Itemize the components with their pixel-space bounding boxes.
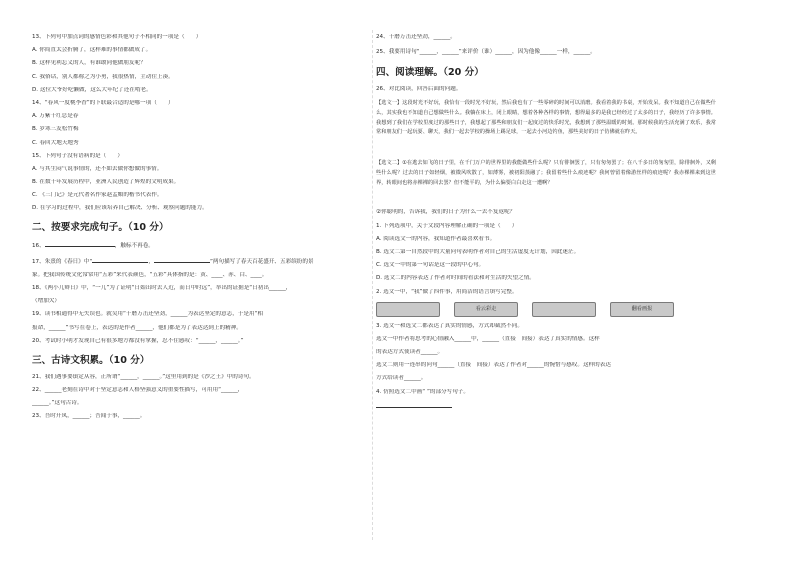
q14-stem: 14、“春风一度桃李香”的下联最合适的是哪一项（ ） [32, 99, 174, 106]
section-3-title: 三、古诗文积累。（10 分） [32, 354, 150, 366]
reading-q3-line-5: 方式给读者______。 [376, 375, 427, 382]
q15-option-d: D. 在学习的过程中，我们应该培养自己解决、分析、观察问题的能力。 [32, 205, 208, 212]
reading-q3-line-2: 选文一中作者将思考的心情融入______中，______（直接 间接）表达了真实的情感。这样 [376, 335, 600, 342]
reading-q1-stem: 1. 下列选项中，关于文段内容理解正确的一项是（ ） [376, 222, 518, 229]
q14-option-a: A. 万紫千红总是春 [32, 113, 79, 120]
reading-q2-stem: 2. 选文一中，“我”做了四件事，用简洁的语言填写完整。 [376, 288, 518, 295]
event-panel-4: 翻看画报 [610, 302, 674, 317]
column-divider [372, 30, 373, 540]
q16 [32, 241, 370, 250]
reading-q3-line-4: 选文二则用一连串的问句______（直接 间接）表达了作者对______的惋惜与感叹。这样的表达 [376, 362, 611, 369]
event-panels [376, 302, 716, 317]
q18-note: （增加欠） [32, 298, 60, 305]
passage-2: 【选文二】①在逃去如飞的日子里，在千门万户的世界里的我能做些什么呢？只有徘徊罢了，只有匆匆罢了；在八千多日的匆匆里，除徘徊外，又剩些什么呢？过去的日子如轻烟，被微风吹散了，如薄雾，被初阳蒸融了；我留着些什么痕迹呢？我何曾留着像游丝样的痕迹呢？我赤裸裸来到这世界，转眼间也将赤裸裸的回去罢？但不能平的，为什么偏要白白走这一遭啊？ [376, 160, 716, 186]
event-panel-2: 看云彩走 [454, 302, 518, 317]
q14-option-b: B. 岁寒三友松竹梅 [32, 126, 79, 133]
q17-blank-2[interactable] [154, 257, 210, 263]
q17-blank-1[interactable] [92, 257, 148, 263]
q16-blank[interactable] [45, 241, 115, 247]
q15-option-c: C. 《三门记》是元代著名作家赵孟頫的楷书代表作。 [32, 192, 163, 199]
q14-option-c: C. 春回大地天地秀 [32, 139, 79, 146]
q15-stem: 15、下列句子没有语病的是（ ） [32, 152, 124, 159]
reading-q4-blank[interactable] [376, 402, 452, 408]
reading-q1-option-a: A. 阅读选文一的内容，我知道作者最喜欢看书。 [376, 235, 496, 242]
q16-tail: ，触标不再卷。 [114, 243, 154, 250]
q15-option-b: B. 在数千年发展历程中，亚洲人民创造了辉煌的文明成果。 [32, 179, 180, 186]
reading-q4-stem: 4. 仿照选文二中画“ ”的部分写句子。 [376, 388, 470, 395]
q22-line-1: 22、______老刻在诗中对于坚定意志和人格坚强意义的重要性描写，可用用“______， [32, 386, 244, 393]
q13-option-d: D. 这位大爷好吃懒做，这么大年纪了还在啃老。 [32, 86, 152, 93]
q13-stem: 13、下列句中加点词的感情色彩和其他句子不相同的一项是（ ） [32, 34, 202, 40]
q17-tail: ”两句描写了春天百花盛开、五彩缤纷的景 [209, 258, 314, 265]
event-panel-3[interactable] [532, 302, 596, 317]
q17-comma: ， [148, 258, 154, 265]
reading-q1-option-b: B. 选文二第一自然段中的大量问句表明作者对自己的生活虚度无计划，因此迷茫。 [376, 248, 580, 255]
q22-line-2: ______。”这句古诗。 [32, 400, 83, 407]
event-panel-1[interactable] [376, 302, 440, 317]
q24: 24、千磨万击还坚劲，______。 [376, 34, 456, 40]
q13-option-a: A. 你简直太会折腾了，这样难的事情都做成了。 [32, 47, 152, 54]
q15-option-a: A. 与其生闷气说事情的，还不如去做你想做的事情。 [32, 165, 163, 172]
reading-q1-option-c: C. 选文一中的第一句话是这一段的中心句。 [376, 262, 485, 269]
q13-option-c: C. 我俗话，别人都称之为小勇，我很热情，主动往上凑。 [32, 73, 174, 80]
section-2-title: 二、按要求完成句子。（10 分） [32, 222, 169, 234]
q19: 19、读书相通得中无失误也。就吴用“千磨万击还坚劲，______为表达坚定的意志，于是用“相 [32, 311, 264, 318]
passage-1: 【选文一】这段时光不好玩，我恰有一段时光不好玩，然后我也有了一些零碎的时间可以消磨。我看着我的书桌，开始发呆。我不知道自己在做些什么，其实我也不知道自己想做些什么。我躺在床上，闭上眼睛，想着各种各样的事情，想得最多的是我已经经过了太多的日子，我经历了许多事情。我想到了我们在学校里度过的那些日子，我想起了那些和朋友们一起度过的快乐时光，我想到了那些温暖的时刻。那时候我的生活充满了欢乐，我常常和朋友们一起玩耍、聊天，我们一起去学校的操场上踢足球，一起去小河边钓鱼，那些美好的日子仿佛就在昨天。 [376, 100, 716, 136]
left-column [32, 34, 370, 427]
reading-q4-answer-line[interactable] [376, 402, 716, 411]
q18: 18、《两小儿辩日》中，“一儿”为了证明“日始出时去人近，而日中时远”，举出的证据是“日初出______， [32, 285, 292, 291]
q25: 25、我要用诗句“______，______”来评价（谁）______，因为他像______一样，______。 [376, 49, 596, 56]
right-column [376, 34, 716, 417]
q17 [32, 257, 370, 266]
q17-line-2: 象。把我国传统文化常常用“五彩”来代表颜色，“五彩”具体指的是：黄、____、赤、白、____。 [32, 271, 268, 278]
q23: 23、吾时开凤，______；吾闻于事，______。 [32, 413, 146, 420]
section-4-title: 四、阅读理解。（20 分） [376, 67, 484, 79]
q13-option-b: B. 这样见利忘义的人，有谁敢同他做朋友呢？ [32, 60, 146, 67]
q17-lead: 17、朱熹的《春日》中“ [32, 258, 93, 265]
q21: 21、我们遇事要镇定从容，正所谓“______，______。”这里用到的是《沙之王》中的诗句。 [32, 373, 255, 380]
reading-q3-stem: 3. 选文一和选文二都表达了真实的情感，方式却截然不同。 [376, 322, 523, 329]
q16-number: 16、 [32, 243, 45, 250]
reading-q1-option-d: D. 选文二的内容表达了作者对时间的看法和对生活的失望之情。 [376, 275, 535, 282]
reading-q3-line-3: 的表达方式使读者______。 [376, 349, 444, 356]
q26: 26、对比阅读，回答后面的问题。 [376, 86, 462, 93]
q19-line-2: 报命，______”书写在卷上，表达的是作者______，他们都是为了表达达到上的精神。 [32, 324, 242, 331]
q20: 20、考试时小明才发现自己有很多地方都没有掌握，忍不住感叹：“______，______。” [32, 337, 244, 344]
passage-2-end: ②你聪明的，告诉我，我们的日子为什么一去不复返呢？ [376, 209, 516, 216]
